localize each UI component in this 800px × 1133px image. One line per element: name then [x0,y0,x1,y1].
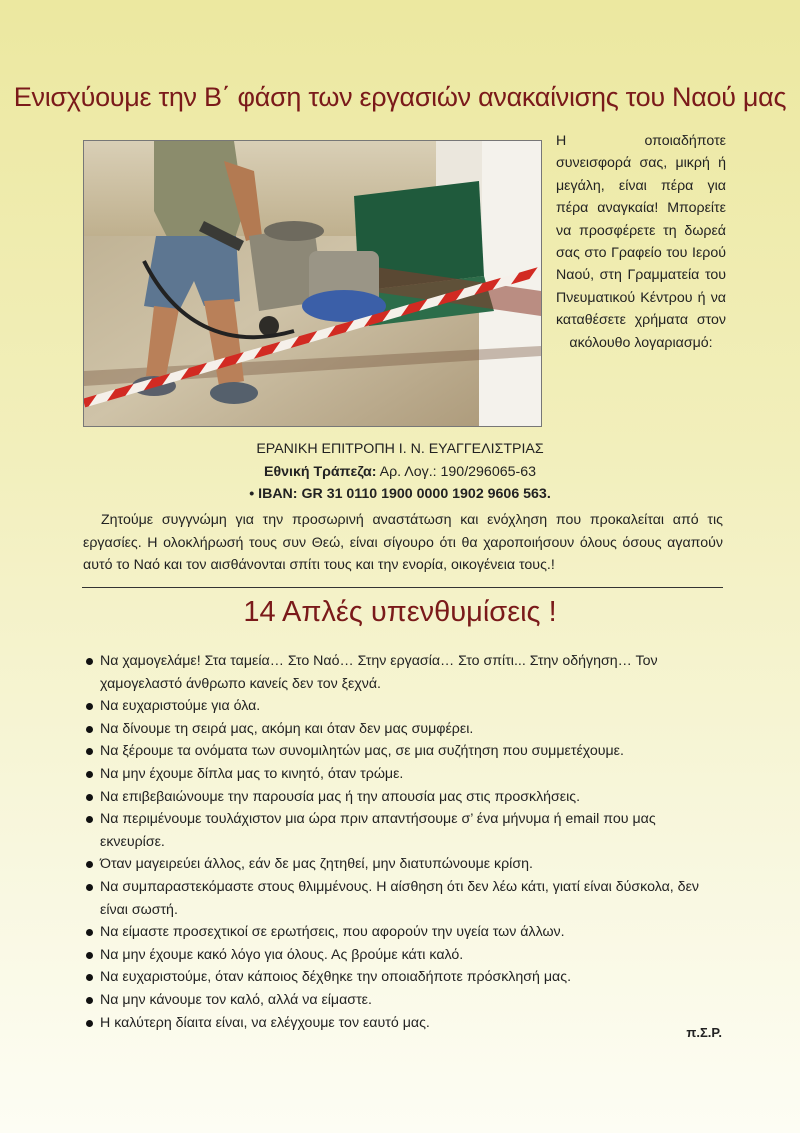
list-item: Να ευχαριστούμε για όλα. [84,695,724,718]
iban: • IBAN: GR 31 0110 1900 0000 1902 9606 563. [249,486,551,502]
bank-info [0,438,800,506]
signature: π.Σ.Ρ. [686,1025,722,1040]
section-divider [82,587,723,588]
bank-name: Εθνική Τράπεζα: [264,463,377,480]
renovation-photo [83,140,542,427]
page-title: Ενισχύουμε την Β΄ φάση των εργασιών ανακαίνισης του Ναού μας [13,82,787,112]
list-item: Να μην κάνουμε τον καλό, αλλά να είμαστε. [84,989,724,1012]
list-item: Να μην έχουμε κακό λόγο για όλους. Ας βρούμε κάτι καλό. [84,944,724,967]
list-item: Να συμπαραστεκόμαστε στους θλιμμένους. Η αίσθηση ότι δεν λέω κάτι, γιατί είναι δύσκολα, δεν είναι σωστή. [84,876,724,921]
apology-text: Ζητούμε συγγνώμη για την προσωρινή αναστάτωση και ενόχληση που προκαλείται από τις εργασίες. Η ολοκλήρωσή τους συν Θεώ, είναι σίγουρο ότι θα χαροποιήσουν όλους όσους αγαπούν αυτό το Ναό και τον αισθάνονται σπίτι τους και την ενορία, οικογένεια τους.! [83,512,723,573]
apology-paragraph [83,509,723,577]
list-item: Η καλύτερη δίαιτα είναι, να ελέγχουμε τον εαυτό μας. [84,1012,724,1035]
list-item: Να δίνουμε τη σειρά μας, ακόμη και όταν δεν μας συμφέρει. [84,718,724,741]
reminders-title: 14 Απλές υπενθυμίσεις ! [243,596,557,628]
committee-name: ΕΡΑΝΙΚΗ ΕΠΙΤΡΟΠΗ Ι. Ν. ΕΥΑΓΓΕΛΙΣΤΡΙΑΣ [256,441,544,457]
list-item: Να ευχαριστούμε, όταν κάποιος δέχθηκε την οποιαδήποτε πρόσκλησή μας. [84,966,724,989]
list-item: Να χαμογελάμε! Στα ταμεία… Στο Ναό… Στην εργασία… Στο σπίτι... Στην οδήγηση… Τον χαμογελαστό άνθρωπο κανείς δεν τον ξεχνά. [84,650,724,695]
bank-account [0,461,800,484]
list-item: Να περιμένουμε τουλάχιστον μια ώρα πριν απαντήσουμε σ’ ένα μήνυμα ή email που μας εκνευρίσε. [84,808,724,853]
list-item: Όταν μαγειρεύει άλλος, εάν δε μας ζητηθεί, μην διατυπώνουμε κρίση. [84,853,724,876]
list-item: Να μην έχουμε δίπλα μας το κινητό, όταν τρώμε. [84,763,724,786]
account-number: Αρ. Λογ.: 190/296065-63 [379,463,536,480]
list-item: Να ξέρουμε τα ονόματα των συνομιλητών μας, σε μια συζήτηση που συμμετέχουμε. [84,740,724,763]
list-item: Να είμαστε προσεχτικοί σε ερωτήσεις, που αφορούν την υγεία των άλλων. [84,921,724,944]
reminders-list [84,650,724,1034]
intro-text: Η οποιαδήποτε συνεισφορά σας, μικρή ή μεγάλη, είναι πέρα για πέρα αναγκαία! Μπορείτε να προσφέρετε τη δωρεά σας στο Γραφείο του Ιερού Ναού, στη Γραμματεία του Πνευματικού Κέντρου ή να καταθέσετε χρήματα στον ακόλουθο λογαριασμό: [556,133,726,351]
list-item: Να επιβεβαιώνουμε την παρουσία μας ή την απουσία μας στις προσκλήσεις. [84,786,724,809]
